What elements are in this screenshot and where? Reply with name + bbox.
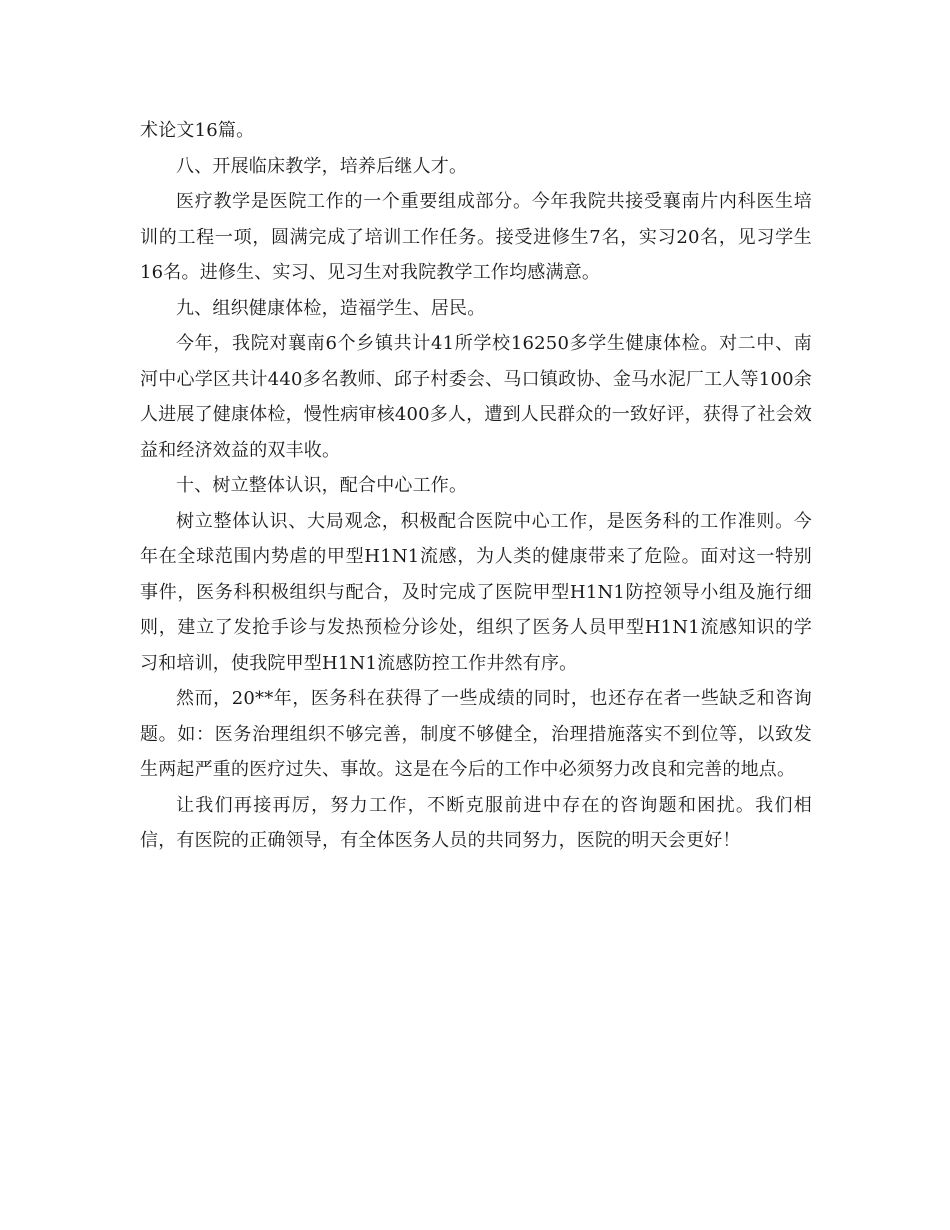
paragraph-closing: 让我们再接再厉，努力工作，不断克服前进中存在的咨询题和困扰。我们相信，有医院的正确领导，有全体医务人员的共同努力，医院的明天会更好！ xyxy=(140,794,812,851)
paragraph-h1n1: 树立整体认识、大局观念，积极配合医院中心工作，是医务科的工作准则。今年在全球范围内势虐的甲型H1N1流感，为人类的健康带来了危险。面对这一特别事件，医务科积极组织与配合，及时完成了医院甲型H1N1防控领导小组及施行细则，建立了发抢手诊与发热预检分诊处，组织了医务人员甲型H1N1流感知识的学习和培训，使我院甲型H1N1流感防控工作井然有序。 xyxy=(140,510,812,674)
section-heading-10: 十、树立整体认识，配合中心工作。 xyxy=(176,475,468,496)
section-heading-8: 八、开展临床教学，培养后继人才。 xyxy=(176,155,468,177)
paragraph-teaching: 医疗教学是医院工作的一个重要组成部分。今年我院共接受襄南片内科医生培训的工程一项，圆满完成了培训工作任务。接受进修生7名，实习20名，见习学生16名。进修生、实习、见习生对我院教学工作均感满意。 xyxy=(140,191,812,283)
paragraph-shortcomings: 然而，20**年，医务科在获得了一些成绩的同时，也还存在者一些缺乏和咨询题。如：医务治理组织不够完善，制度不够健全，治理措施落实不到位等，以致发生两起严重的医疗过失、事故。这是在今后的工作中必须努力改良和完善的地点。 xyxy=(140,688,812,780)
section-heading-9: 九、组织健康体检，造福学生、居民。 xyxy=(176,297,486,319)
paragraph-health-checkup: 今年，我院对襄南6个乡镇共计41所学校16250多学生健康体检。对二中、南河中心学区共计440多名教师、邱子村委会、马口镇政协、金马水泥厂工人等100余人进展了健康体检，慢性病审核400多人，遭到人民群众的一致好评，获得了社会效益和经济效益的双丰收。 xyxy=(140,333,812,461)
paragraph-continuation: 术论文16篇。 xyxy=(140,120,255,141)
document-body xyxy=(140,113,812,859)
